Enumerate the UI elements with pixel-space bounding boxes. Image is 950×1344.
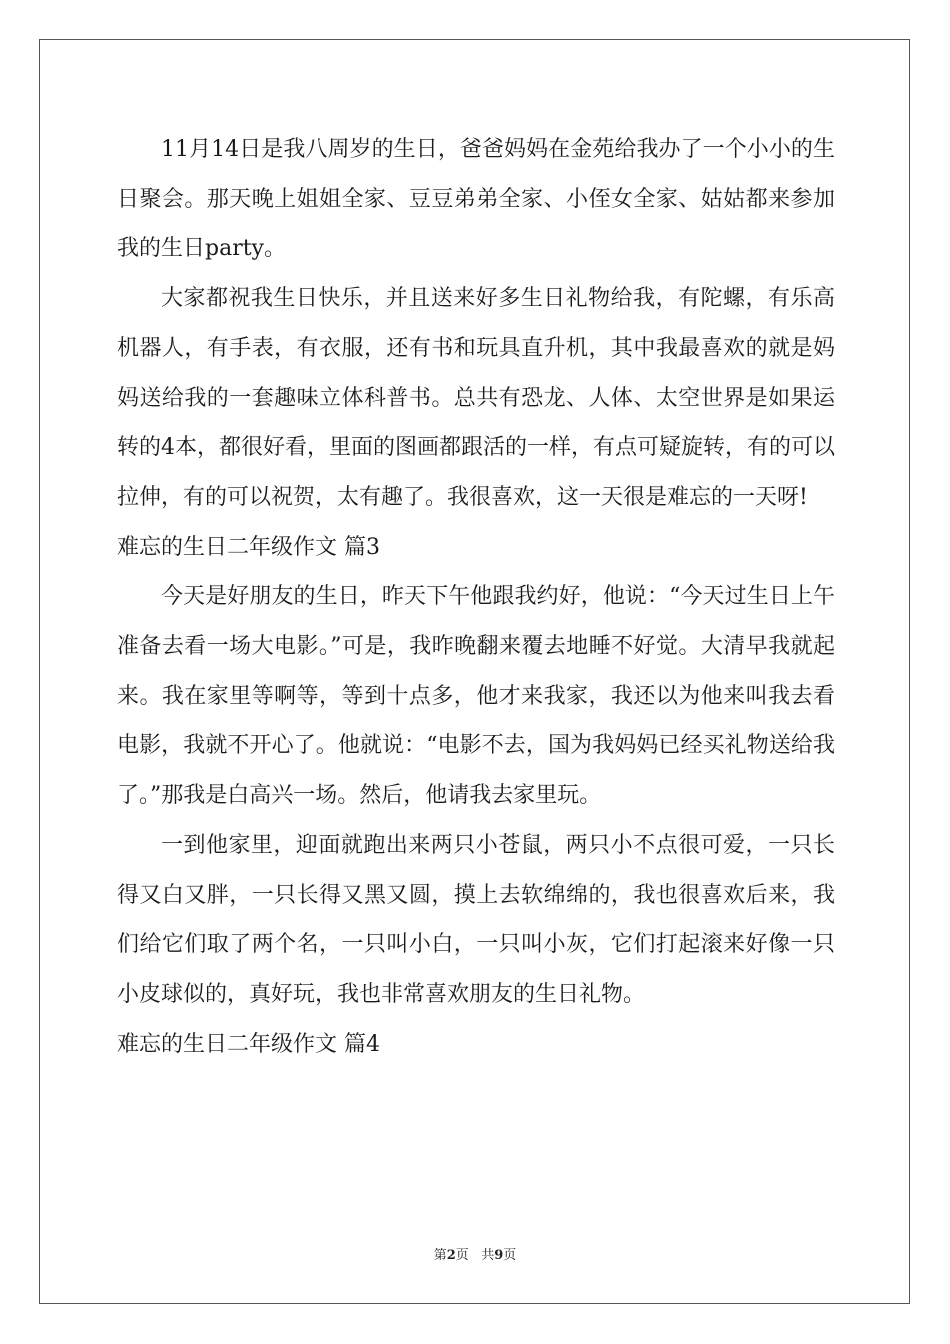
section-heading-4: 难忘的生日二年级作文 篇4 xyxy=(117,1031,380,1057)
paragraph-birthday-party: 11月14日是我八周岁的生日，爸爸妈妈在金苑给我办了一个小小的生日聚会。那天晚上姐姐全家、豆豆弟弟全家、小侄女全家、姑姑都来参加我的生日party。 xyxy=(117,137,835,262)
paragraph-friend-birthday: 今天是好朋友的生日，昨天下午他跟我约好，他说：“今天过生日上午准备去看一场大电影。”可是，我昨晚翻来覆去地睡不好觉。大清早我就起来。我在家里等啊等，等到十点多，他才来我家，我还以为他来叫我去看电影，我就不开心了。他就说：“电影不去，国为我妈妈已经买礼物送给我了。”那我是白高兴一场。然后，他请我去家里玩。 xyxy=(117,584,835,809)
footer-total-prefix: 共 xyxy=(481,1248,495,1263)
footer-total-pages: 9 xyxy=(494,1248,504,1263)
section-heading-3: 难忘的生日二年级作文 篇3 xyxy=(117,534,380,560)
footer-page-number: 2 xyxy=(446,1248,456,1263)
page-footer xyxy=(0,1244,950,1263)
footer-page-prefix: 第 xyxy=(433,1248,447,1263)
document-body xyxy=(117,125,835,1069)
footer-page-suffix: 页 xyxy=(455,1248,469,1263)
footer-total-suffix: 页 xyxy=(503,1248,517,1263)
paragraph-hamsters: 一到他家里，迎面就跑出来两只小苍鼠，两只小不点很可爱，一只长得又白又胖，一只长得又黑又圆，摸上去软绵绵的，我也很喜欢后来，我们给它们取了两个名，一只叫小白，一只叫小灰，它们打起滚来好像一只小皮球似的，真好玩，我也非常喜欢朋友的生日礼物。 xyxy=(117,832,835,1007)
paragraph-birthday-gifts: 大家都祝我生日快乐，并且送来好多生日礼物给我，有陀螺，有乐高机器人，有手表，有衣服，还有书和玩具直升机，其中我最喜欢的就是妈妈送给我的一套趣味立体科普书。总共有恐龙、人体、太空世界是如果运转的4本，都很好看，里面的图画都跟活的一样，有点可疑旋转，有的可以拉伸，有的可以祝贺，太有趣了。我很喜欢，这一天很是难忘的一天呀! xyxy=(117,286,835,510)
